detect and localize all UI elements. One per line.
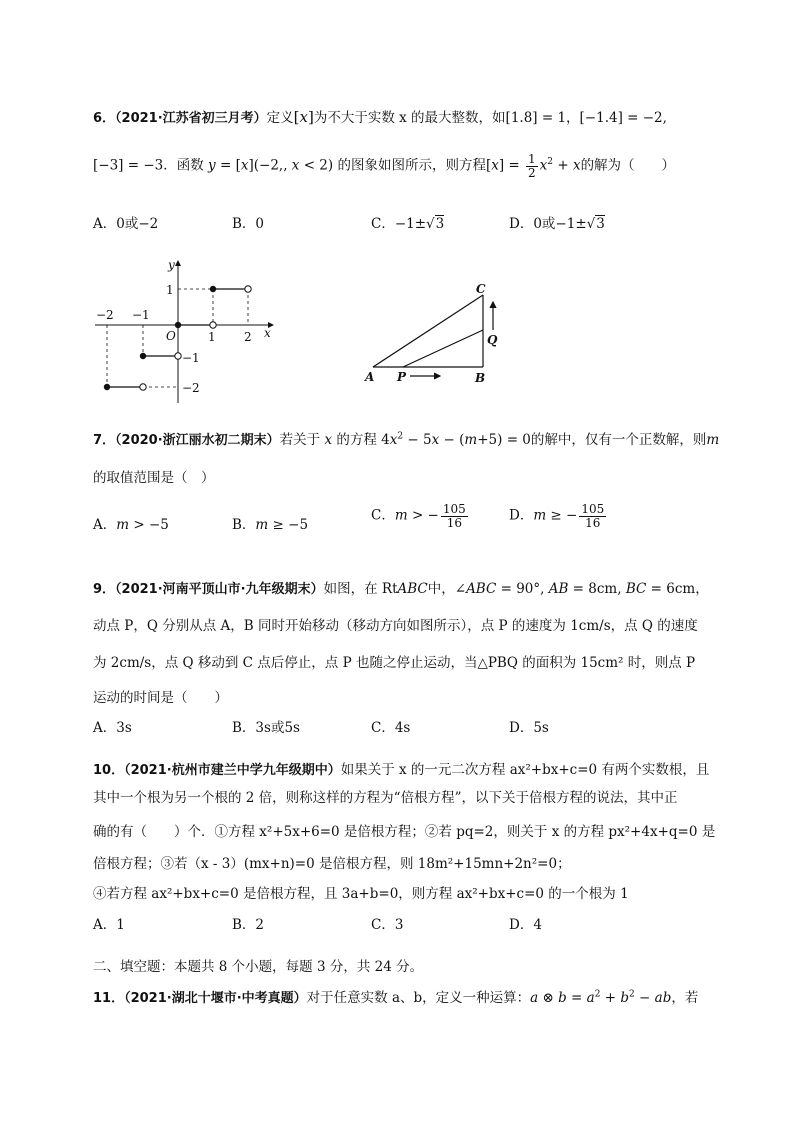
q6-line2-b: 的图象如图所示，则方程: [337, 157, 486, 174]
x-tick-neg1: −1: [132, 308, 150, 322]
q6-text: 定义: [266, 110, 294, 126]
q6-line2-a: [−3] = −3．函数: [93, 157, 204, 174]
q7-number: 7．: [93, 433, 116, 448]
q9-line1: 9．（2021·河南平顶山市·九年级期末）如图，在 RtABC中，∠ABC = 90°, AB = 8cm, BC = 6cm，: [93, 581, 709, 597]
q7-line2: 的取值范围是（ ）: [93, 470, 215, 486]
q6-line1: [93, 106, 667, 126]
q10-option-b[interactable]: B．2: [232, 917, 265, 933]
q10-option-a[interactable]: A．1: [93, 917, 125, 933]
q7-option-a[interactable]: A．m > −5: [93, 517, 169, 533]
q10-line2: 其中一个根为另一个根的 2 倍，则称这样的方程为“倍根方程”，以下关于倍根方程的说法，其中正: [93, 790, 678, 806]
q6-fraction: $\frac{1}{2}$: [528, 152, 536, 180]
axis-y-label: y: [168, 258, 175, 272]
triangle-figure: [365, 280, 505, 390]
y-tick-neg1: −1: [182, 351, 200, 365]
q10-line3: 确的有（ ）个．①方程 x²+5x+6=0 是倍根方程；②若 pq=2，则关于 x 的方程 px²+4x+q=0 是: [93, 824, 716, 840]
q7-source: （2020·浙江丽水初二期末）: [115, 433, 280, 448]
q7-option-c[interactable]: C．m > − $\frac{105}{16}$: [371, 502, 466, 530]
q7-line1: 7．（2020·浙江丽水初二期末）若关于 x 的方程 $4x^2 - 5x - (m+5) = 0$的解中，仅有一个正数解，则m: [93, 431, 720, 448]
q6-text-b: 为不大于实数 x 的最大整数，如[1.8] = 1，[−1.4] = −2,: [313, 110, 667, 126]
q6-number: 6．: [93, 111, 116, 126]
q10-option-c[interactable]: C．3: [371, 917, 404, 933]
q10-number: 10．: [93, 763, 125, 778]
q9-number: 9．: [93, 582, 116, 597]
vertex-c: C: [476, 282, 486, 296]
vertex-b: B: [475, 371, 486, 385]
q9-line2: 动点 P，Q 分别从点 A，B 同时开始移动（移动方向如图所示），点 P 的速度为 1cm/s，点 Q 的速度: [93, 618, 698, 634]
vertex-a: A: [365, 370, 375, 384]
q9-option-c[interactable]: C．4s: [371, 720, 411, 736]
q10-line5: ④若方程 ax²+bx+c=0 是倍根方程，且 3a+b=0，则方程 ax²+bx+c=0 的一个根为 1: [93, 886, 629, 902]
section-fill-in-heading: 二、填空题：本题共 8 个小题，每题 3 分，共 24 分。: [93, 959, 424, 975]
q6-option-d[interactable]: D．0或−1±√3: [509, 216, 605, 232]
q6-option-a[interactable]: A．0或−2: [93, 216, 159, 232]
q7-option-d[interactable]: D．m ≥ − $\frac{105}{16}$: [509, 502, 605, 530]
q6-bracket-x: [x]: [293, 108, 314, 126]
q6-line2-c: 的解为（ ）: [580, 157, 676, 174]
point-q: Q: [487, 333, 498, 347]
origin-label: O: [166, 329, 176, 343]
q7-option-b[interactable]: B．m ≥ −5: [232, 517, 309, 533]
q9-option-a[interactable]: A．3s: [93, 720, 132, 736]
q11-number: 11．: [93, 991, 125, 1006]
q6-line2: [−3] = −3．函数 y = [x](−2,, x < 2) 的图象如图所示，则方程[x] = $\frac{1}{2}$ $x^2 + x$的解为（ ）: [93, 152, 676, 180]
q10-source: （2021·杭州市建兰中学九年级期中）: [124, 763, 341, 778]
y-tick-1: 1: [166, 283, 174, 297]
q6-step-function-graph: [90, 255, 290, 405]
q6-function: y: [208, 157, 216, 174]
x-tick-2: 2: [244, 330, 252, 344]
q10-line4: 倍根方程；③若（x - 3）(mx+n)=0 是倍根方程，则 18m²+15mn+2n²=0；: [93, 856, 571, 872]
q9-source: （2021·河南平顶山市·九年级期末）: [115, 582, 324, 597]
axis-x-label: x: [264, 326, 271, 340]
q9-option-d[interactable]: D．5s: [509, 720, 549, 736]
q10-line1: 10．（2021·杭州市建兰中学九年级期中）如果关于 x 的一元二次方程 ax²+bx+c=0 有两个实数根，且: [93, 762, 710, 778]
q10-option-d[interactable]: D．4: [509, 917, 542, 933]
q9-line4: 运动的时间是（ ）: [93, 690, 228, 706]
q9-line3: 为 2cm/s，点 Q 移动到 C 点后停止，点 P 也随之停止运动，当△PBQ 的面积为 15cm² 时，则点 P: [93, 655, 696, 671]
y-tick-neg2: −2: [182, 381, 200, 395]
q11-line1: 11．（2021·湖北十堰市·中考真题）对于任意实数 a、b，定义一种运算：a ⊗ $b = a^2 + b^2$ − ab，若: [93, 989, 699, 1006]
q6-option-b[interactable]: B．0: [232, 216, 265, 232]
q9-option-b[interactable]: B．3s或5s: [232, 720, 300, 736]
q6-option-c[interactable]: C．−1±√3: [371, 216, 445, 232]
x-tick-1: 1: [208, 330, 216, 344]
x-tick-neg2: −2: [96, 308, 114, 322]
q11-source: （2021·湖北十堰市·中考真题）: [124, 991, 307, 1006]
point-p: P: [397, 370, 407, 384]
q6-source: （2021·江苏省初三月考）: [115, 111, 267, 126]
